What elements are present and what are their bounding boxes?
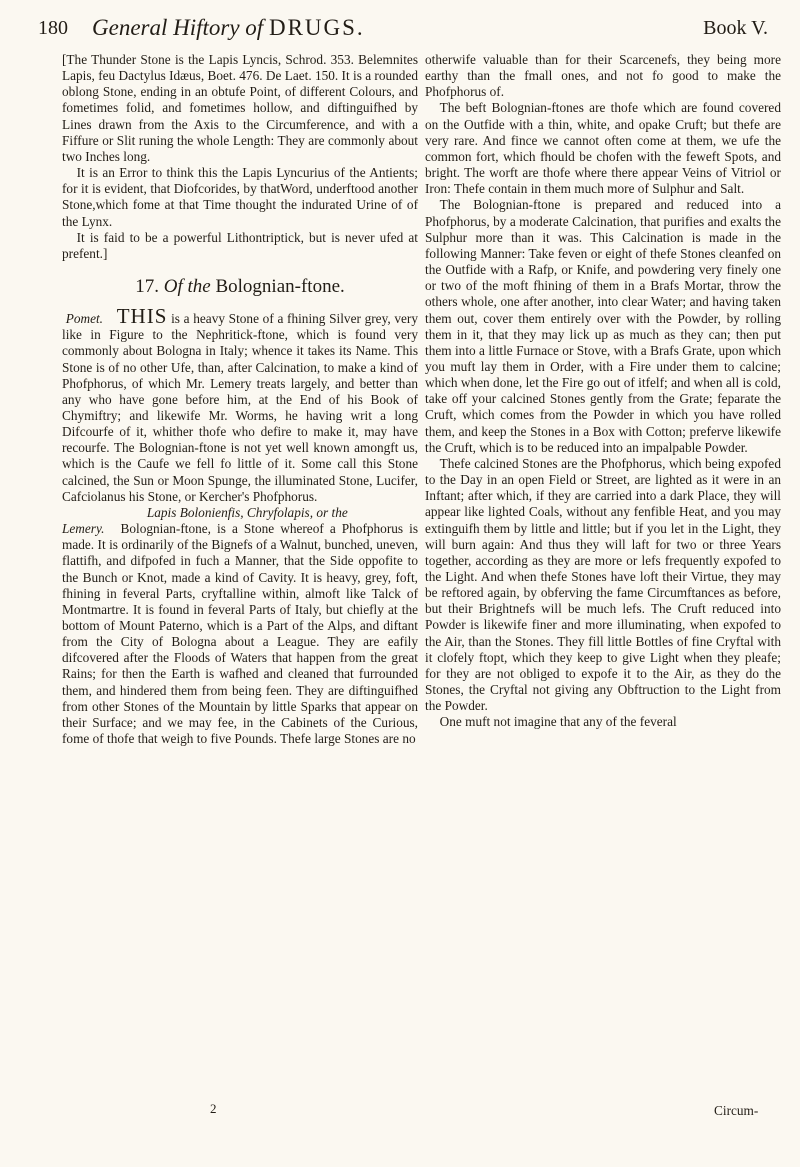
right-column bbox=[425, 52, 781, 731]
paragraph-text: is a heavy Stone of a fhining Silver grey, very like in Figure to the Nephritick-ftone, which is found very commonly about Bologna in Italy; whence it takes its Name. This Stone is of no other Ufe, than, after Calcination, to make a kind of Phofphorus, of which Mr. Lemery treats largely, and better than any who have gone before him, at the End of his Book of Chymiftry; and likewife Mr. Worms, he having writ a long Difcourfe of it, whither thofe who defire to make it, may have recourfe. The Bolognian-ftone is not yet well known amongft us, which is the Caufe we fell fo little of it. Some call this Stone calcined, the Sun or Moon Spunge, the illuminated Stone, Lucifer, Cafciolanus his Stone, or Kercher's Phofphorus. bbox=[62, 311, 419, 504]
catchword: Circum- bbox=[714, 1103, 759, 1118]
paragraph-text: Bolognian-ftone, is a Stone whereof a Phofphorus is made. It is ordinarily of the Bignefs of a Walnut, bunched, uneven, flattifh, and difpofed in fuch a Manner, that the Side oppofite to the Bunch or Knot, made a kind of Cavity. It is heavy, grey, foft, fhining in feveral Parts, cryftalline within, almoft like Talck of Montmartre. It is found in feveral Parts of Italy, but chiefly at the bottom of Mount Paterno, which is a Part of the Alps, and diftant from the City of Bologna about a League. They are eafily difcovered after the Floods of Waters that happen from the great Rains; for then the Earth is wafhed and cleaned that furrounded them, and hindered them from being feen. They are diftinguifhed from other Stones of the Mountain by little Sparks that appear on their Surface; and we may fee, in the Cabinets of the Curious, fome of thofe that weigh to five Pounds. Thefe large Stones are no bbox=[62, 521, 418, 747]
running-title bbox=[92, 14, 692, 42]
running-title-caps: DRUGS. bbox=[268, 15, 365, 40]
section-title: Bolognian-ftone. bbox=[215, 276, 345, 298]
paragraph bbox=[62, 304, 419, 505]
left-column bbox=[62, 52, 418, 747]
margin-note-pomet: Pomet. bbox=[65, 311, 103, 327]
drop-cap: THIS bbox=[116, 304, 168, 329]
page-number: 180 bbox=[38, 17, 68, 39]
section-heading bbox=[62, 276, 418, 298]
paragraph: Thefe calcined Stones are the Phofphorus, which being expofed to the Day in an open Field or Street, are lighted as it were in an Inftant; after which, if they are carried into a dark Place, they will appear like lighted Coals, without any fenfible Heat, and you may extinguifh them by little and little; but if you let in the Light, they will burn again: And thus they will laft for two or three Years together, according as they are more or lefs frequently expofed to the Light. And when thefe Stones have loft their Virtue, they may be reftored again, by obferving the fame Circumftances as before, but their Brightnefs will be much lefs. The Cruft reduced into Powder is likewife finer and more illuminating, when expofed to the Air, than the Stones. They fill little Bottles of fine Cryftal with it clofely ftopt, which they keep to give Light when they pleafe; for they are not obliged to expofe it to the Air, as they do the Stones, the Cryftal not giving any Obftruction to the Light from the Powder. bbox=[425, 455, 781, 714]
centered-line: Lapis Bolonienfis, Chryfolapis, or the bbox=[146, 504, 348, 520]
paragraph: One muft not imagine that any of the feveral bbox=[439, 714, 677, 730]
book-label: Book V. bbox=[703, 17, 768, 39]
paragraph: [The Thunder Stone is the Lapis Lyncis, Schrod. 353. Belemnites Lapis, feu Dactylus Idæus, Boet. 476. De Laet. 150. It is a rounded oblong Stone, ending in an obtufe Point, of different Colours, and fometimes folid, and fometimes hollow, and diftinguifhed by Lines drawn from the Axis to the Circumference, and with a Fiffure or Slit runing the whole Length: They are commonly about two Inches long. bbox=[62, 52, 418, 164]
margin-note-lemery: Lemery. bbox=[62, 521, 105, 537]
paragraph: The Bolognian-ftone is prepared and reduced into a Phofphorus, by a moderate Calcination, that purifies and exalts the Sulphur more than it was. This Calcination is made in the following Manner: Take feven or eight of thefe Stones cleanfed on the Outfide with a Rafp, or Knife, and powdering very finely one or two of the moft fhining of them in a Brafs Mortar, throw the others whole, one after another, into clear Water; and having taken them out, cover them entirely over with the Powder, by rolling them in it, that they may lick up as much as they can; then put them into a little Furnace or Stove, with a Brafs Grate, upon which you muft lay them in Order, with a Fire under them to calcine; which when done, let the Fire go out of itfelf; and when all is cold, take off your calcined Stones gently from the Grate; feparate the Cruft, which comes from the Powder in which you have rolled them, and keep the Stones in a Box with Cotton; preferve likewife the Cruft, which is to be reduced into an impalpable Powder. bbox=[425, 197, 781, 455]
running-title-italic: General Hiftory of bbox=[92, 15, 264, 40]
section-number: 17. bbox=[135, 276, 159, 298]
section-of: Of the bbox=[163, 276, 211, 298]
paragraph: The beft Bolognian-ftones are thofe which are found covered on the Outfide with a thin, white, and opake Cruft; but thefe are very rare. And fince we cannot often come at them, we ufe the common fort, which fhould be chofen with the feweft Spots, and bright. The worft are thofe where there appear Veins of Vitriol or Iron: Thefe contain in them much more of Sulphur and Salt. bbox=[425, 100, 781, 197]
paragraph: It is faid to be a powerful Lithontriptick, but is never ufed at prefent.] bbox=[62, 229, 418, 261]
paragraph: otherwife valuable than for their Scarcenefs, they being more earthy than the fmall ones, and not fo good to make the Phofphorus of. bbox=[425, 52, 781, 100]
paragraph: It is an Error to think this the Lapis Lyncurius of the Antients; for it is evident, that Diofcorides, by thatWord, underftood another Stone,which fome at that Time thought the indurated Urine of of the Lynx. bbox=[62, 165, 418, 229]
signature-mark: 2 bbox=[210, 1101, 217, 1116]
running-header bbox=[38, 14, 768, 42]
paragraph bbox=[62, 521, 418, 747]
